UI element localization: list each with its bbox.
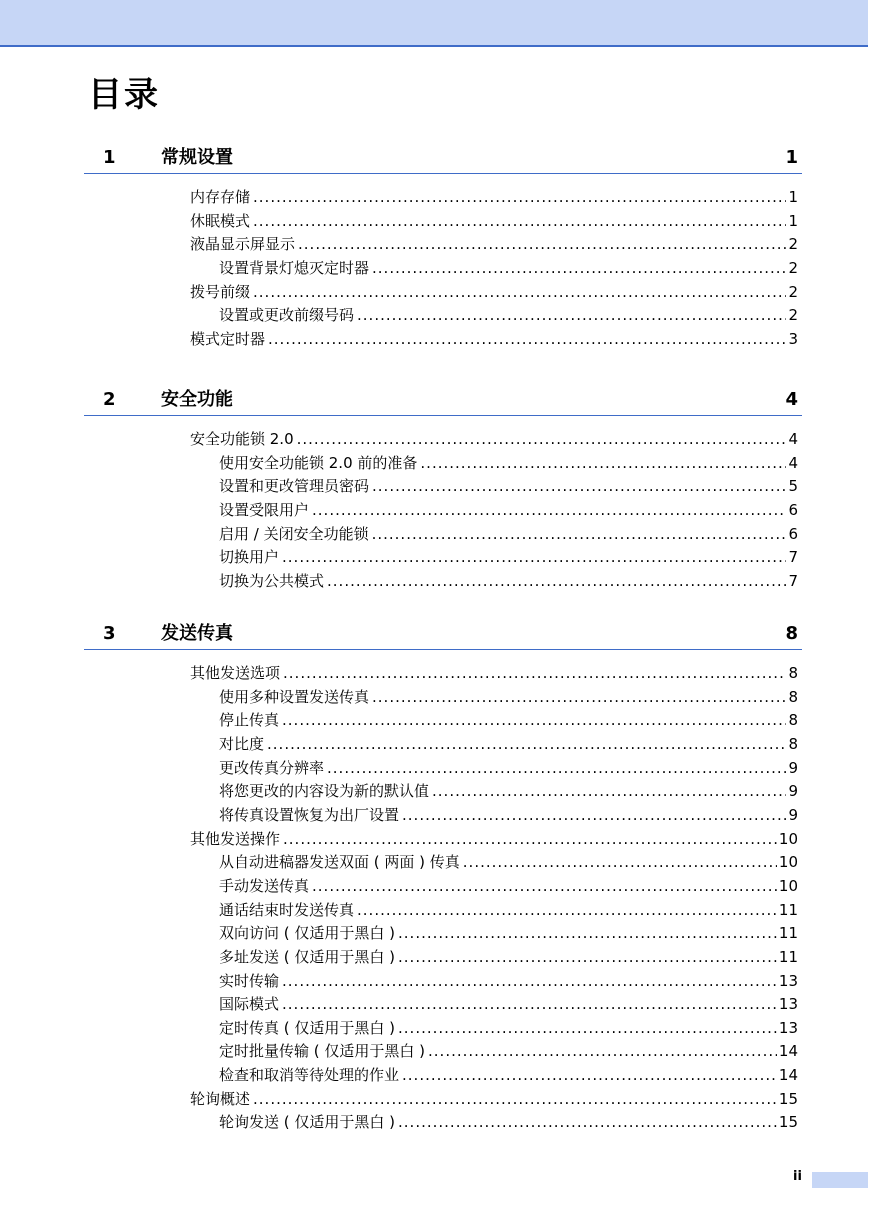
toc-entry-page: 15 — [778, 1113, 798, 1132]
dot-leader — [432, 780, 786, 802]
toc-entry-title: 设置背景灯熄灭定时器 — [219, 258, 370, 277]
toc-entry[interactable] — [190, 186, 798, 208]
dot-leader — [398, 922, 777, 944]
dot-leader — [283, 662, 786, 684]
toc-entry[interactable] — [190, 328, 798, 350]
page-title: 目录 — [88, 75, 160, 115]
toc-entry[interactable] — [219, 1040, 798, 1062]
toc-entry-title: 安全功能锁 2.0 — [190, 430, 294, 448]
toc-entry[interactable] — [219, 1017, 798, 1039]
toc-entry-page: 11 — [778, 947, 798, 966]
toc-entry-title: 轮询概述 — [190, 1089, 251, 1108]
dot-leader — [282, 970, 777, 992]
toc-entry[interactable] — [219, 899, 798, 921]
dot-leader — [298, 233, 786, 255]
dot-leader — [372, 686, 786, 708]
toc-entry-title: 启用 / 关闭安全功能锁 — [219, 524, 369, 543]
toc-entry-title: 设置或更改前缀号码 — [219, 306, 355, 325]
toc-entry[interactable] — [190, 428, 798, 450]
toc-entry-title: 检查和取消等待处理的作业 — [219, 1066, 400, 1084]
toc-entry-page: 10 — [778, 853, 798, 872]
toc-entry[interactable] — [219, 804, 798, 826]
dot-leader — [327, 570, 786, 592]
toc-entry-title: 模式定时器 — [190, 329, 266, 348]
toc-entry-title: 切换为公共模式 — [219, 571, 325, 590]
dot-leader — [402, 804, 786, 826]
chapter-heading[interactable] — [84, 387, 802, 416]
dot-leader — [357, 304, 786, 326]
toc-entry-page: 4 — [788, 453, 798, 472]
toc-entry-page: 9 — [788, 758, 798, 777]
dot-leader — [253, 281, 786, 303]
footer-tab — [812, 1172, 868, 1188]
dot-leader — [398, 946, 777, 968]
toc-entry[interactable] — [219, 780, 798, 802]
toc-entry-page: 1 — [788, 211, 798, 230]
dot-leader — [402, 1064, 777, 1086]
chapter-title: 发送传真 — [161, 623, 233, 644]
toc-entry-page: 11 — [778, 924, 798, 943]
toc-entry[interactable] — [219, 475, 798, 497]
toc-entry-page: 2 — [788, 306, 798, 325]
dot-leader — [420, 452, 786, 474]
toc-entry-page: 3 — [788, 329, 798, 348]
toc-entry[interactable] — [190, 233, 798, 255]
chapter-heading[interactable] — [84, 145, 802, 174]
dot-leader — [297, 428, 787, 450]
toc-entry[interactable] — [219, 570, 798, 592]
toc-entry[interactable] — [219, 875, 798, 897]
toc-entry-title: 国际模式 — [219, 995, 280, 1014]
toc-entry[interactable] — [219, 851, 798, 873]
toc-entry-page: 13 — [778, 971, 798, 990]
toc-entry-page: 13 — [778, 995, 798, 1014]
toc-entry[interactable] — [190, 281, 798, 303]
toc-entry-page: 1 — [788, 188, 798, 206]
toc-entry[interactable] — [219, 257, 798, 279]
toc-entry[interactable] — [190, 828, 798, 850]
toc-entry-page: 15 — [778, 1089, 798, 1108]
toc-entry-title: 通话结束时发送传真 — [219, 900, 355, 919]
dot-leader — [283, 828, 777, 850]
dot-leader — [372, 523, 787, 545]
chapter-heading[interactable] — [84, 621, 802, 650]
dot-leader — [327, 757, 786, 779]
dot-leader — [282, 709, 786, 731]
toc-entry-title: 内存存储 — [190, 188, 251, 206]
toc-entry-title: 休眠模式 — [190, 211, 251, 230]
dot-leader — [253, 1088, 777, 1110]
toc-entry-page: 8 — [788, 687, 798, 706]
dot-leader — [357, 899, 777, 921]
dot-leader — [372, 257, 786, 279]
toc-entry-page: 9 — [788, 782, 798, 801]
toc-entry-title: 将传真设置恢复为出厂设置 — [219, 805, 400, 824]
toc-entry-title: 设置和更改管理员密码 — [219, 477, 370, 496]
dot-leader — [282, 993, 777, 1015]
toc-entry[interactable] — [190, 210, 798, 232]
dot-leader — [268, 328, 786, 350]
toc-entry-title: 设置受限用户 — [219, 500, 310, 519]
toc-entry-page: 2 — [788, 235, 798, 254]
toc-entry-title: 更改传真分辨率 — [219, 758, 325, 777]
toc-entry-page: 8 — [788, 735, 798, 753]
toc-entry-title: 双向访问 ( 仅适用于黑白 ) — [219, 924, 396, 943]
chapter-page: 4 — [785, 389, 798, 410]
toc-entry-title: 拨号前缀 — [190, 282, 251, 301]
toc-entry-title: 使用安全功能锁 2.0 前的准备 — [219, 453, 418, 472]
toc-entry[interactable] — [219, 970, 798, 992]
toc-entry[interactable] — [219, 523, 798, 545]
toc-entry-page: 8 — [788, 711, 798, 730]
toc-entry-page: 9 — [788, 805, 798, 824]
toc-entry[interactable] — [219, 733, 798, 755]
dot-leader — [428, 1040, 777, 1062]
toc-entry-page: 8 — [788, 664, 798, 682]
dot-leader — [267, 733, 786, 755]
toc-entry-title: 使用多种设置发送传真 — [219, 687, 370, 706]
toc-entry-title: 对比度 — [219, 735, 265, 753]
toc-entry-title: 实时传输 — [219, 971, 280, 990]
dot-leader — [282, 546, 786, 568]
chapter-title: 常规设置 — [161, 147, 233, 168]
toc-entry[interactable] — [219, 499, 798, 521]
toc-entry[interactable] — [219, 1111, 798, 1133]
dot-leader — [463, 851, 777, 873]
dot-leader — [312, 875, 777, 897]
toc-entry-title: 轮询发送 ( 仅适用于黑白 ) — [219, 1113, 396, 1132]
toc-entry[interactable] — [219, 709, 798, 731]
toc-entry-title: 定时批量传输 ( 仅适用于黑白 ) — [219, 1042, 426, 1061]
toc-entry[interactable] — [219, 452, 798, 474]
dot-leader — [253, 186, 786, 208]
toc-entry[interactable] — [219, 546, 798, 568]
toc-entry-page: 11 — [778, 900, 798, 919]
dot-leader — [398, 1017, 777, 1039]
chapter-title: 安全功能 — [161, 389, 233, 410]
page-number: ii — [793, 1169, 802, 1184]
toc-entry[interactable] — [219, 757, 798, 779]
toc-entry-page: 4 — [788, 430, 798, 448]
dot-leader — [372, 475, 786, 497]
toc-entry-page: 6 — [788, 500, 798, 519]
toc-entry-page: 5 — [788, 477, 798, 496]
toc-entry[interactable] — [190, 662, 798, 684]
dot-leader — [398, 1111, 777, 1133]
toc-entry-title: 液晶显示屏显示 — [190, 235, 296, 254]
toc-entry-page: 13 — [778, 1018, 798, 1037]
dot-leader — [253, 210, 786, 232]
toc-entry-title: 手动发送传真 — [219, 876, 310, 895]
toc-entry[interactable] — [219, 946, 798, 968]
toc-entry-title: 定时传真 ( 仅适用于黑白 ) — [219, 1018, 396, 1037]
toc-entry[interactable] — [219, 686, 798, 708]
toc-entry-page: 14 — [778, 1066, 798, 1084]
chapter-page: 1 — [785, 147, 798, 168]
chapter-number: 2 — [103, 389, 116, 410]
toc-entry[interactable] — [219, 304, 798, 326]
toc-entry-page: 2 — [788, 282, 798, 301]
toc-entry[interactable] — [219, 1064, 798, 1086]
toc-entry-page: 2 — [788, 258, 798, 277]
toc-entry-title: 从自动进稿器发送双面 ( 两面 ) 传真 — [219, 853, 460, 872]
toc-entry-page: 14 — [778, 1042, 798, 1061]
header-band — [0, 0, 868, 47]
toc-entry-title: 其他发送选项 — [190, 664, 281, 682]
chapter-page: 8 — [785, 623, 798, 644]
toc-entry-page: 7 — [788, 548, 798, 567]
toc-entry-title: 切换用户 — [219, 548, 280, 567]
toc-entry-title: 停止传真 — [219, 711, 280, 730]
toc-entry-page: 7 — [788, 571, 798, 590]
chapter-number: 1 — [103, 147, 116, 168]
toc-entry-page: 6 — [788, 524, 798, 543]
toc-entry[interactable] — [219, 993, 798, 1015]
toc-entry-title: 将您更改的内容设为新的默认值 — [219, 782, 430, 801]
toc-entry-page: 10 — [778, 829, 798, 848]
toc-entry[interactable] — [219, 922, 798, 944]
toc-entry-title: 多址发送 ( 仅适用于黑白 ) — [219, 947, 396, 966]
toc-entry-page: 10 — [778, 876, 798, 895]
toc-entry-title: 其他发送操作 — [190, 829, 281, 848]
toc-entry[interactable] — [190, 1088, 798, 1110]
dot-leader — [312, 499, 786, 521]
chapter-number: 3 — [103, 623, 116, 644]
